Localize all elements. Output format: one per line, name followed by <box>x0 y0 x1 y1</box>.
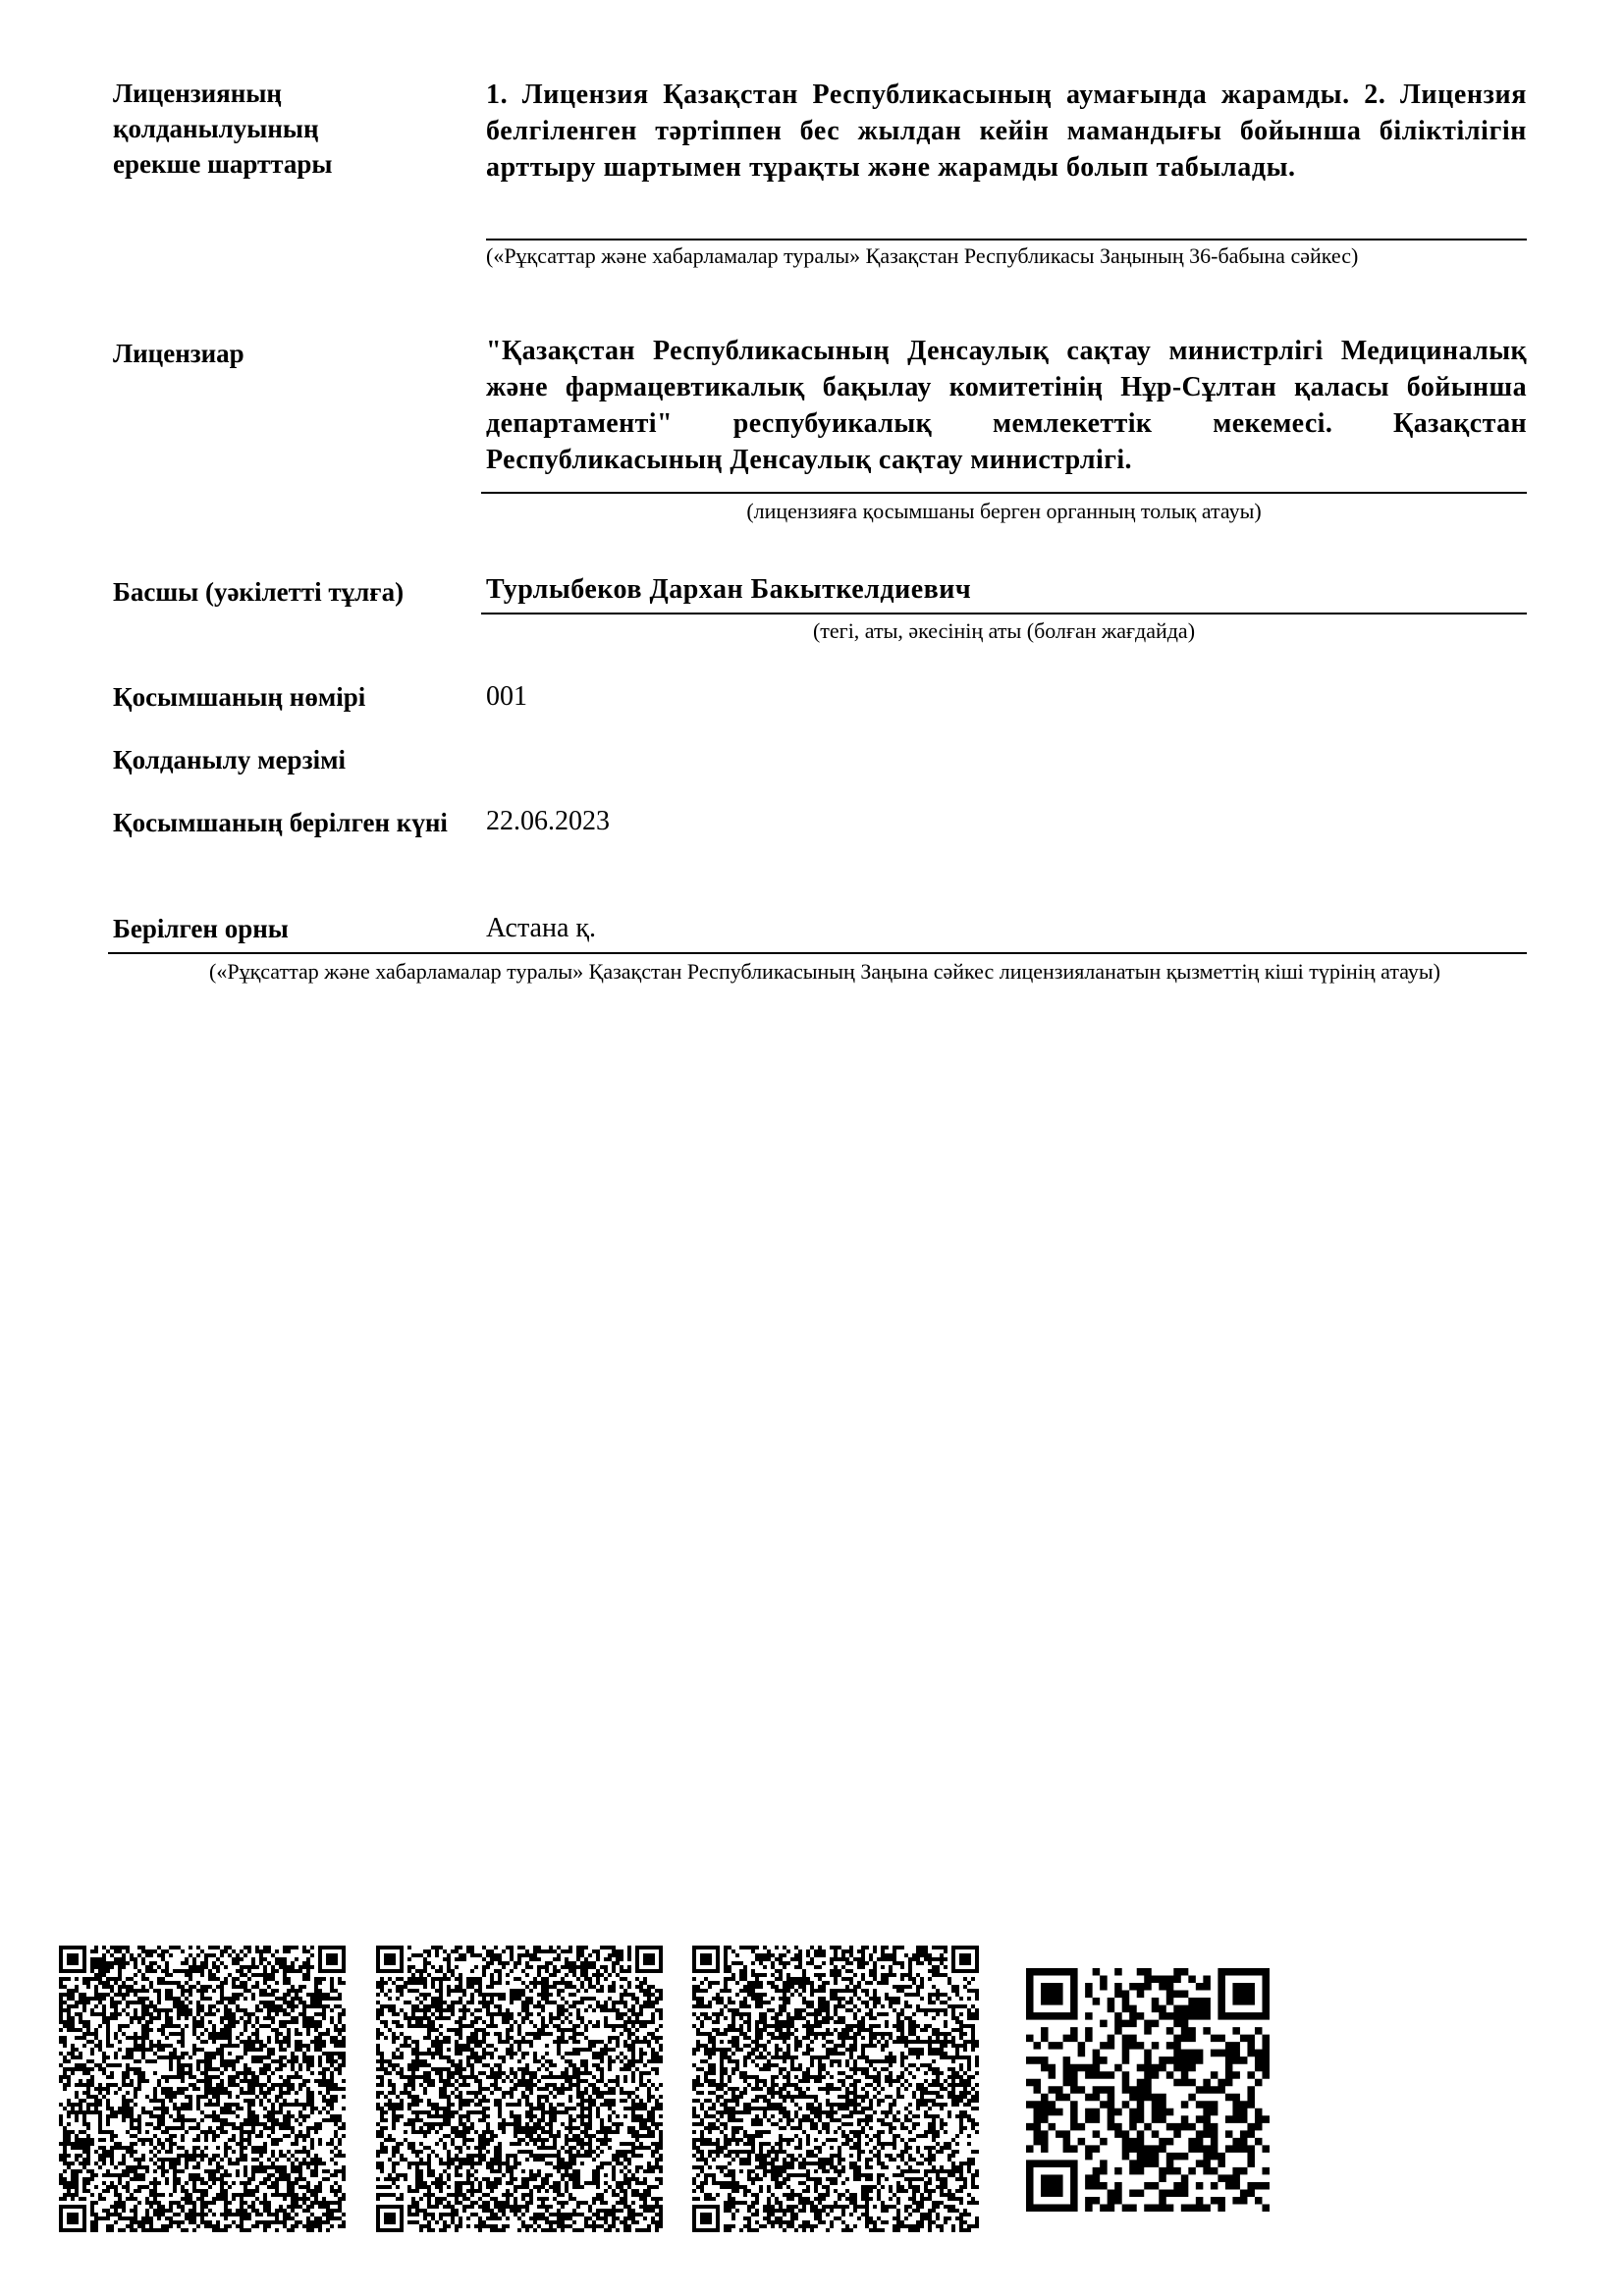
appendix-number-value: 001 <box>486 681 527 712</box>
head-note: (тегі, аты, әкесінің аты (болған жағдайда) <box>812 618 1196 643</box>
issue-place-underline <box>108 952 1527 954</box>
licensor-underline <box>481 492 1527 494</box>
issue-date-label: Қосымшаның берілген күні <box>113 808 448 837</box>
issue-date-value: 22.06.2023 <box>486 806 610 836</box>
head-value: Турлыбеков Дархан Бакыткелдиевич <box>486 574 972 605</box>
special-conditions-note: («Рұқсаттар және хабарламалар туралы» Қазақстан Республикасы Заңының 36-бабына сәйкес) <box>486 243 1359 268</box>
licensor-note: (лицензияға қосымшаны берген органның толық атауы) <box>746 499 1262 523</box>
special-conditions-value: 1. Лицензия Қазақстан Республикасының аумағында жарамды. 2. Лицензия белгіленген тәртіппен бес жылдан кейін мамандығы бойынша біліктілігін арттыру шартымен тұрақты және жарамды болып табылады. <box>486 80 1527 183</box>
special-conditions-label: Лицензияның қолданылуының ерекше шарттары <box>113 79 333 179</box>
issue-place-note: («Рұқсаттар және хабарламалар туралы» Қазақстан Республикасының Заңына сәйкес лицензияланатын қызметтің кіші түрінің атауы) <box>209 959 1440 984</box>
issue-place-label: Берілген орны <box>113 914 289 943</box>
appendix-number-label: Қосымшаның нөмірі <box>113 682 366 712</box>
head-label: Басшы (уәкілетті тұлға) <box>113 577 405 607</box>
qr-code-icon <box>59 1946 346 2232</box>
head-underline <box>481 613 1527 614</box>
licensor-value: "Қазақстан Республикасының Денсаулық сақтау министрлігі Медициналық және фармацевтикалық бақылау комитетінің Нұр-Сұлтан қаласы бойынша департаменті" респубуикалық мемлекеттік мекемесі. Қазақстан Республикасының Денсаулық сақтау министрлігі. <box>486 336 1527 475</box>
validity-label: Қолданылу мерзімі <box>113 745 347 774</box>
qr-code-icon <box>376 1946 663 2232</box>
qr-code-icon <box>1026 1968 1270 2212</box>
qr-code-icon <box>692 1946 979 2232</box>
special-conditions-underline <box>486 239 1527 240</box>
licensor-label: Лицензиар <box>113 339 244 368</box>
issue-place-value: Астана қ. <box>486 913 596 943</box>
